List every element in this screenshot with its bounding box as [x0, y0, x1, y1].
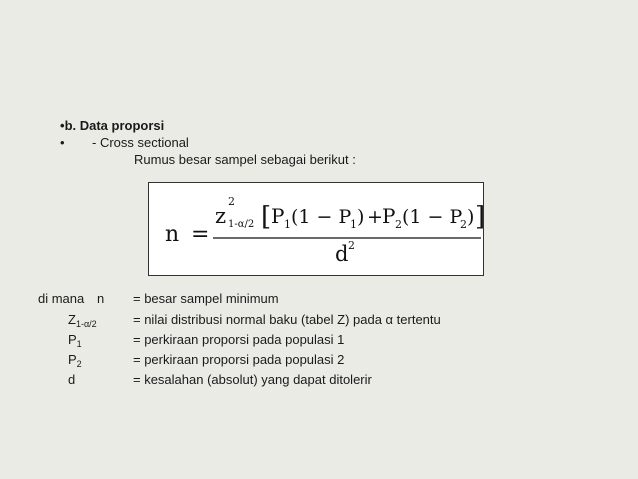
formula-equals: =: [191, 222, 210, 247]
heading-bullet: •: [60, 118, 65, 133]
def-description: = perkiraan proporsi pada populasi 2: [133, 352, 345, 367]
def-description: = kesalahan (absolut) yang dapat ditolerir: [133, 372, 372, 387]
formula-p2b-sub: 2: [460, 218, 467, 231]
def-symbol: $Z_{1-\alpha/2}$: [68, 312, 97, 329]
def-description: = besar sampel minimum: [133, 291, 279, 306]
heading: [60, 118, 164, 134]
formula-box: [148, 182, 484, 276]
formula-z: z: [215, 204, 227, 228]
formula-paren1-close: ): [357, 206, 365, 228]
def-symbol: n: [97, 291, 105, 306]
subitem-text: - Cross sectional: [92, 135, 189, 150]
formula-denom-sup: 2: [348, 239, 355, 252]
def-symbol-sub: 2: [76, 359, 82, 369]
subitem-bullet: •: [60, 135, 65, 150]
formula-paren1: (1 − P: [291, 206, 352, 228]
formula-z-sub: 1-α/2: [228, 219, 255, 230]
def-symbol-sub: 1-α/2: [75, 319, 97, 329]
formula-p2: P: [382, 204, 396, 228]
formula: [149, 183, 485, 277]
subitem: [60, 135, 189, 151]
formula-p1: P: [271, 204, 285, 228]
heading-text: b. Data proporsi: [64, 118, 165, 133]
definitions-intro: di mana: [38, 291, 85, 306]
intro-text: Rumus besar sampel sebagai berikut :: [134, 152, 356, 167]
formula-z-sup: 2: [228, 195, 235, 208]
formula-bracket-open: [: [261, 202, 272, 232]
def-symbol: $P_2$: [68, 352, 82, 369]
def-symbol-sub: 1: [76, 339, 82, 349]
formula-paren2: (1 − P: [402, 206, 463, 228]
def-symbol: d: [68, 372, 76, 387]
formula-paren2-close: ): [467, 206, 475, 228]
formula-lhs: n: [165, 222, 180, 247]
formula-p1b-sub: 1: [350, 218, 357, 231]
formula-p2-sub: 2: [395, 218, 402, 231]
formula-p1-sub: 1: [284, 218, 291, 231]
formula-bracket-close: ]: [475, 202, 485, 232]
def-symbol: $P_1$: [68, 332, 82, 349]
def-description: = perkiraan proporsi pada populasi 1: [133, 332, 345, 347]
formula-denom: d: [335, 242, 349, 266]
def-description: = nilai distribusi normal baku (tabel Z) pada α tertentu: [133, 312, 441, 327]
formula-plus: +: [367, 206, 383, 228]
